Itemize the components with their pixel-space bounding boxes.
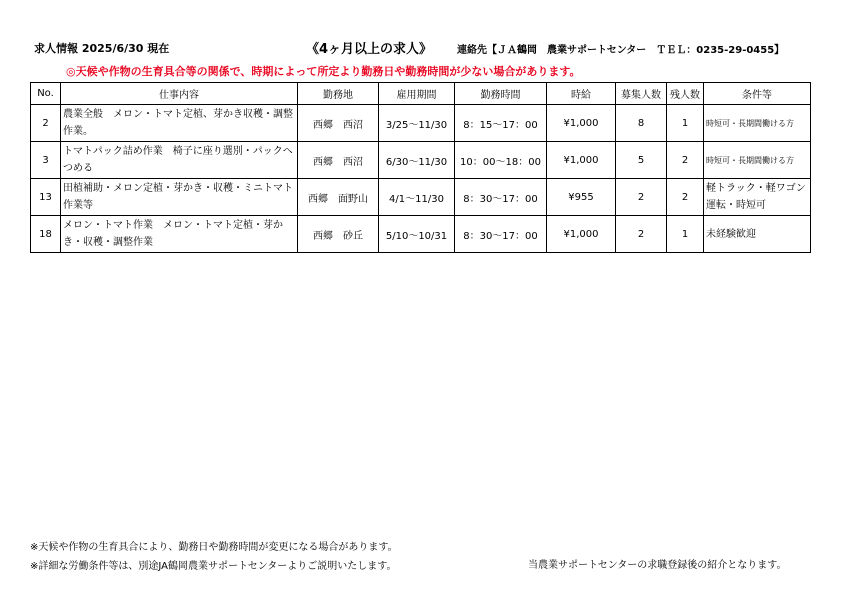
cell-wage: ¥1,000 (547, 105, 616, 142)
cell-conditions: 軽トラック・軽ワゴン運転・時短可 (704, 179, 811, 216)
cell-conditions: 時短可・長期間働ける方 (704, 105, 811, 142)
footer-note-weather: ※天候や作物の生育具合により、勤務日や勤務時間が変更になる場合があります。 (30, 542, 398, 553)
table-row (31, 105, 811, 142)
section-title: 《4ヶ月以上の求人》 (306, 42, 433, 57)
table-row (31, 216, 811, 253)
cell-recruit: 5 (616, 142, 667, 179)
warning-notice: ◎天候や作物の生育具合等の関係で、時期によって所定より勤務日や勤務時間が少ない場合があります。 (66, 65, 581, 78)
cell-period: 3/25〜11/30 (379, 105, 455, 142)
cell-recruit: 8 (616, 105, 667, 142)
job-table (30, 82, 811, 253)
header-hours: 勤務時間 (455, 83, 547, 105)
contact-info: 連絡先【ＪＡ鶴岡 農業サポートセンター ＴＥＬ：0235-29-0455】 (457, 45, 785, 56)
header-wage: 時給 (547, 83, 616, 105)
table-row (31, 179, 811, 216)
cell-conditions: 未経験歓迎 (704, 216, 811, 253)
cell-wage: ¥1,000 (547, 216, 616, 253)
cell-recruit: 2 (616, 179, 667, 216)
cell-job: トマトパック詰め作業 椅子に座り選別・パックへつめる (61, 142, 298, 179)
cell-hours: 8：30〜17：00 (455, 216, 547, 253)
cell-job: 田植補助・メロン定植・芽かき・収穫・ミニトマト作業等 (61, 179, 298, 216)
header-location: 勤務地 (298, 83, 379, 105)
header-remaining: 残人数 (667, 83, 704, 105)
cell-remaining: 1 (667, 216, 704, 253)
cell-wage: ¥1,000 (547, 142, 616, 179)
table-header-row (31, 83, 811, 105)
header-job: 仕事内容 (61, 83, 298, 105)
cell-hours: 8：30〜17：00 (455, 179, 547, 216)
cell-no: 18 (31, 216, 61, 253)
cell-period: 5/10〜10/31 (379, 216, 455, 253)
cell-recruit: 2 (616, 216, 667, 253)
header-no: No. (31, 83, 61, 105)
cell-hours: 10：00〜18：00 (455, 142, 547, 179)
header-recruit: 募集人数 (616, 83, 667, 105)
cell-job: 農業全般 メロン・トマト定植、芽かき収穫・調整作業。 (61, 105, 298, 142)
cell-no: 3 (31, 142, 61, 179)
cell-no: 2 (31, 105, 61, 142)
footer-note-registration: 当農業サポートセンターの求職登録後の紹介となります。 (528, 560, 787, 571)
cell-remaining: 2 (667, 142, 704, 179)
cell-remaining: 2 (667, 179, 704, 216)
cell-remaining: 1 (667, 105, 704, 142)
cell-hours: 8：15〜17：00 (455, 105, 547, 142)
cell-period: 6/30〜11/30 (379, 142, 455, 179)
cell-location: 西郷 西沼 (298, 105, 379, 142)
cell-period: 4/1〜11/30 (379, 179, 455, 216)
cell-location: 西郷 面野山 (298, 179, 379, 216)
cell-job: メロン・トマト作業 メロン・トマト定植・芽かき・収穫・調整作業 (61, 216, 298, 253)
cell-no: 13 (31, 179, 61, 216)
header-conditions: 条件等 (704, 83, 811, 105)
table-row (31, 142, 811, 179)
page-title: 求人情報 2025/6/30 現在 (34, 42, 170, 55)
footer-note-details: ※詳細な労働条件等は、別途JA鶴岡農業サポートセンターよりご説明いたします。 (30, 561, 397, 572)
cell-conditions: 時短可・長期間働ける方 (704, 142, 811, 179)
cell-location: 西郷 砂丘 (298, 216, 379, 253)
cell-wage: ¥955 (547, 179, 616, 216)
header-period: 雇用期間 (379, 83, 455, 105)
cell-location: 西郷 西沼 (298, 142, 379, 179)
